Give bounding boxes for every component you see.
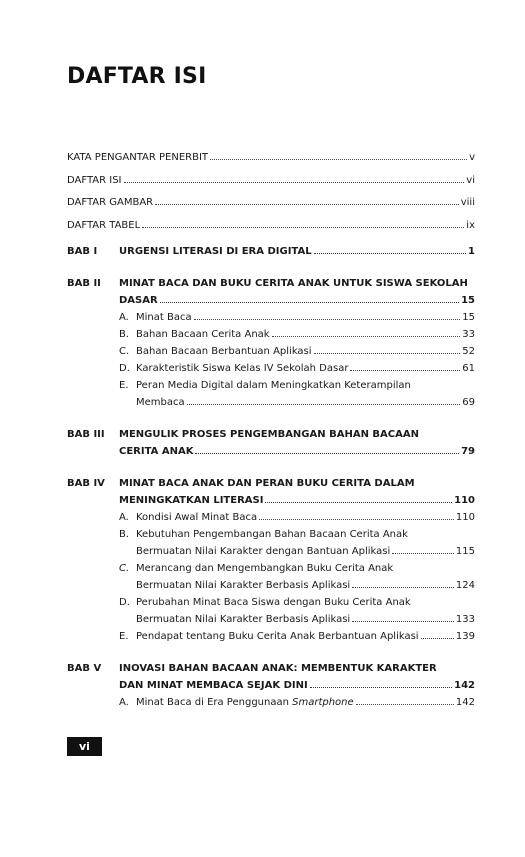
dot-leader: [265, 502, 452, 503]
dot-leader: [155, 204, 459, 205]
section-letter: B.: [119, 529, 130, 540]
section-letter: B.: [119, 329, 130, 340]
section-page: 115: [455, 546, 475, 557]
section-page: 110: [455, 512, 475, 523]
section-letter: D.: [119, 363, 130, 374]
section-title-cont: Bermuatan Nilai Karakter Berbasis Aplikasi: [136, 614, 351, 625]
chapter-title: MENGULIK PROSES PENGEMBANGAN BAHAN BACAAN: [119, 429, 419, 440]
section-title: Karakteristik Siswa Kelas IV Sekolah Dasar: [136, 363, 349, 374]
section-title: Perubahan Minat Baca Siswa dengan Buku Cerita Anak: [136, 597, 411, 608]
section-letter: C.: [119, 346, 130, 357]
section-page: 61: [462, 363, 475, 374]
dot-leader: [142, 227, 464, 228]
chapter-title: MINAT BACA DAN BUKU CERITA ANAK UNTUK SISWA SEKOLAH: [119, 278, 468, 289]
chapter-number: BAB II: [67, 278, 101, 289]
chapter-title-line[interactable]: [119, 292, 475, 309]
section-title-text: Minat Baca di Era Penggunaan: [136, 697, 293, 708]
chapter-title-line[interactable]: [119, 475, 475, 492]
chapter-title: MINAT BACA ANAK DAN PERAN BUKU CERITA DALAM: [119, 478, 415, 489]
section-title: [136, 694, 354, 711]
section-page: 33: [462, 329, 475, 340]
toc-entry-label: DAFTAR GAMBAR: [67, 197, 154, 208]
section-page: 52: [462, 346, 475, 357]
toc-section[interactable]: [119, 509, 475, 526]
toc-entry-daftar-tabel[interactable]: [67, 218, 475, 241]
dot-leader: [187, 404, 461, 405]
chapter-page: 1: [468, 246, 475, 257]
dot-leader: [310, 687, 452, 688]
toc-section[interactable]: [119, 360, 475, 377]
section-title: Bahan Bacaan Cerita Anak: [136, 329, 270, 340]
toc-entry-daftar-gambar[interactable]: [67, 195, 475, 218]
chapter-title-cont: DASAR: [119, 295, 158, 306]
dot-leader: [195, 453, 459, 454]
toc-section[interactable]: [119, 343, 475, 360]
section-letter: E.: [119, 631, 129, 642]
chapter-number: BAB V: [67, 663, 102, 674]
dot-leader: [314, 253, 466, 254]
chapter-title-line[interactable]: [119, 426, 475, 443]
toc-entry-daftar-isi[interactable]: [67, 173, 475, 196]
section-title-cont: Bermuatan Nilai Karakter Berbasis Aplikasi: [136, 580, 351, 591]
toc-chapter-bab-v: [67, 660, 475, 711]
chapter-page: 142: [454, 680, 475, 691]
toc-section[interactable]: [119, 326, 475, 343]
dot-leader: [356, 704, 454, 705]
section-title-emphasis: Smartphone: [292, 697, 354, 708]
chapter-page: 110: [454, 495, 475, 506]
section-letter: A.: [119, 312, 129, 323]
section-title: Bahan Bacaan Berbantuan Aplikasi: [136, 346, 312, 357]
dot-leader: [259, 519, 454, 520]
section-letter: A.: [119, 512, 129, 523]
section-page: 133: [455, 614, 475, 625]
toc-section[interactable]: [119, 594, 475, 628]
dot-leader: [352, 621, 454, 622]
chapter-page: 79: [461, 446, 475, 457]
dot-leader: [210, 159, 467, 160]
chapter-title-line[interactable]: [119, 677, 475, 694]
section-page: 142: [455, 697, 475, 708]
toc-entry-page: vi: [466, 174, 475, 186]
chapter-title-cont: CERITA ANAK: [119, 446, 194, 457]
chapter-title-line[interactable]: [119, 492, 475, 509]
section-title: Minat Baca: [136, 312, 192, 323]
chapter-title-line[interactable]: [119, 243, 475, 260]
dot-leader: [314, 353, 461, 354]
chapter-page: 15: [461, 295, 475, 306]
toc-section[interactable]: [119, 526, 475, 560]
section-page: 139: [455, 631, 475, 642]
section-title: Merancang dan Mengembangkan Buku Cerita Anak: [136, 563, 394, 574]
section-title-cont: Membaca: [136, 397, 185, 408]
toc-entry-page: ix: [466, 219, 475, 231]
chapter-number: BAB IV: [67, 478, 105, 489]
toc-chapter-bab-i: [67, 243, 475, 260]
chapter-number: BAB III: [67, 429, 105, 440]
toc-chapter-bab-ii: [67, 275, 475, 411]
toc-section[interactable]: [119, 694, 475, 711]
toc-chapter-bab-iv: [67, 475, 475, 645]
toc-section[interactable]: [119, 628, 475, 645]
dot-leader: [272, 336, 461, 337]
toc-entry-label: KATA PENGANTAR PENERBIT: [67, 152, 209, 163]
toc-entry-label: DAFTAR ISI: [67, 174, 122, 186]
section-letter: E.: [119, 380, 129, 391]
section-page: 69: [462, 397, 475, 408]
section-title: Pendapat tentang Buku Cerita Anak Berbantuan Aplikasi: [136, 631, 419, 642]
chapter-title: INOVASI BAHAN BACAAN ANAK: MEMBENTUK KARAKTER: [119, 663, 437, 674]
section-title-cont: Bermuatan Nilai Karakter dengan Bantuan Aplikasi: [136, 546, 391, 557]
toc-entry-label: DAFTAR TABEL: [67, 219, 141, 231]
page-number-badge: vi: [67, 737, 102, 756]
dot-leader: [350, 370, 460, 371]
chapter-title-line[interactable]: [119, 275, 475, 292]
toc-section[interactable]: [119, 560, 475, 594]
chapter-title: URGENSI LITERASI DI ERA DIGITAL: [119, 246, 312, 257]
dot-leader: [392, 553, 454, 554]
section-title: Peran Media Digital dalam Meningkatkan Keterampilan: [136, 380, 411, 391]
section-title: Kondisi Awal Minat Baca: [136, 512, 258, 523]
dot-leader: [352, 587, 454, 588]
chapter-title-line[interactable]: [119, 660, 475, 677]
table-of-contents: [67, 150, 475, 711]
toc-entry-page: v: [469, 152, 475, 163]
dot-leader: [124, 182, 465, 183]
section-page: 124: [455, 580, 475, 591]
chapter-number: BAB I: [67, 246, 98, 257]
toc-entry-page: viii: [460, 197, 475, 208]
section-page: 15: [462, 312, 475, 323]
chapter-title-line[interactable]: [119, 443, 475, 460]
toc-chapter-bab-iii: [67, 426, 475, 460]
section-letter: C.: [119, 563, 130, 574]
toc-entry-kata-pengantar[interactable]: [67, 150, 475, 173]
section-title: Kebutuhan Pengembangan Bahan Bacaan Cerita Anak: [136, 529, 408, 540]
dot-leader: [194, 319, 461, 320]
section-letter: D.: [119, 597, 130, 608]
page-title: DAFTAR ISI: [67, 64, 207, 89]
dot-leader: [160, 302, 459, 303]
section-letter: A.: [119, 697, 129, 708]
chapter-title-cont: DAN MINAT MEMBACA SEJAK DINI: [119, 680, 308, 691]
chapter-title-cont: MENINGKATKAN LITERASI: [119, 495, 264, 506]
toc-section[interactable]: [119, 309, 475, 326]
dot-leader: [421, 638, 454, 639]
toc-section[interactable]: [119, 377, 475, 411]
